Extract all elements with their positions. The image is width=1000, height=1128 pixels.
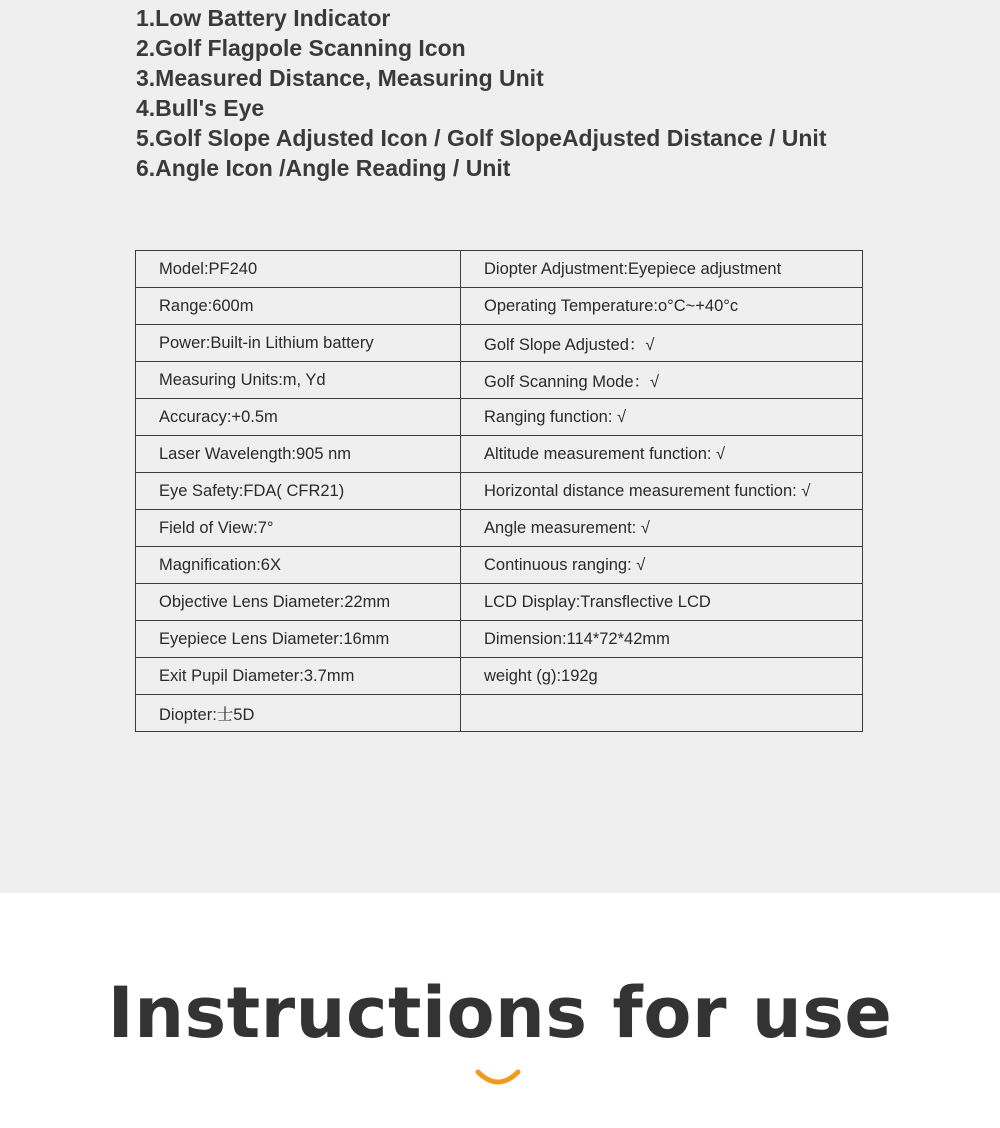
spec-cell: Field of View:7° — [136, 510, 461, 547]
table-row — [136, 473, 863, 510]
legend-item: 2.Golf Flagpole Scanning Icon — [136, 35, 466, 61]
spec-cell: Diopter Adjustment:Eyepiece adjustment — [461, 251, 863, 288]
spec-cell — [461, 695, 863, 732]
table-row — [136, 510, 863, 547]
spec-cell: Diopter:士5D — [136, 695, 461, 732]
spec-cell: Altitude measurement function: √ — [461, 436, 863, 473]
table-row — [136, 251, 863, 288]
spec-cell: Accuracy:+0.5m — [136, 399, 461, 436]
legend-item: 1.Low Battery Indicator — [136, 5, 391, 31]
legend-item: 3.Measured Distance, Measuring Unit — [136, 65, 544, 91]
spec-cell: Golf Slope Adjusted：√ — [461, 325, 863, 362]
table-row — [136, 621, 863, 658]
table-row — [136, 658, 863, 695]
spec-cell: Measuring Units:m, Yd — [136, 362, 461, 399]
spec-cell: Dimension:114*72*42mm — [461, 621, 863, 658]
table-row — [136, 288, 863, 325]
spec-table — [135, 250, 863, 732]
table-row — [136, 547, 863, 584]
spec-cell: Golf Scanning Mode：√ — [461, 362, 863, 399]
accent-smile-curve — [478, 1072, 518, 1082]
spec-cell: Operating Temperature:o°C~+40°c — [461, 288, 863, 325]
spec-cell: Magnification:6X — [136, 547, 461, 584]
spec-cell: Model:PF240 — [136, 251, 461, 288]
spec-cell: Horizontal distance measurement function: √ — [461, 473, 863, 510]
table-row — [136, 362, 863, 399]
display-legend-list — [136, 3, 826, 183]
spec-cell: weight (g):192g — [461, 658, 863, 695]
spec-cell: Ranging function: √ — [461, 399, 863, 436]
spec-cell: Range:600m — [136, 288, 461, 325]
spec-cell: Eye Safety:FDA( CFR21) — [136, 473, 461, 510]
legend-item: 5.Golf Slope Adjusted Icon / Golf SlopeAdjusted Distance / Unit — [136, 125, 827, 151]
spec-cell: Eyepiece Lens Diameter:16mm — [136, 621, 461, 658]
accent-smile-icon — [475, 1066, 521, 1090]
spec-cell: Angle measurement: √ — [461, 510, 863, 547]
spec-cell: LCD Display:Transflective LCD — [461, 584, 863, 621]
spec-cell: Power:Built-in Lithium battery — [136, 325, 461, 362]
spec-cell: Laser Wavelength:905 nm — [136, 436, 461, 473]
table-row — [136, 695, 863, 732]
spec-cell: Objective Lens Diameter:22mm — [136, 584, 461, 621]
table-row — [136, 399, 863, 436]
table-row — [136, 325, 863, 362]
spec-cell: Continuous ranging: √ — [461, 547, 863, 584]
spec-cell: Exit Pupil Diameter:3.7mm — [136, 658, 461, 695]
table-row — [136, 436, 863, 473]
instructions-heading: Instructions for use — [107, 972, 893, 1054]
legend-item: 4.Bull's Eye — [136, 95, 265, 121]
legend-item: 6.Angle Icon /Angle Reading / Unit — [136, 155, 511, 181]
table-row — [136, 584, 863, 621]
